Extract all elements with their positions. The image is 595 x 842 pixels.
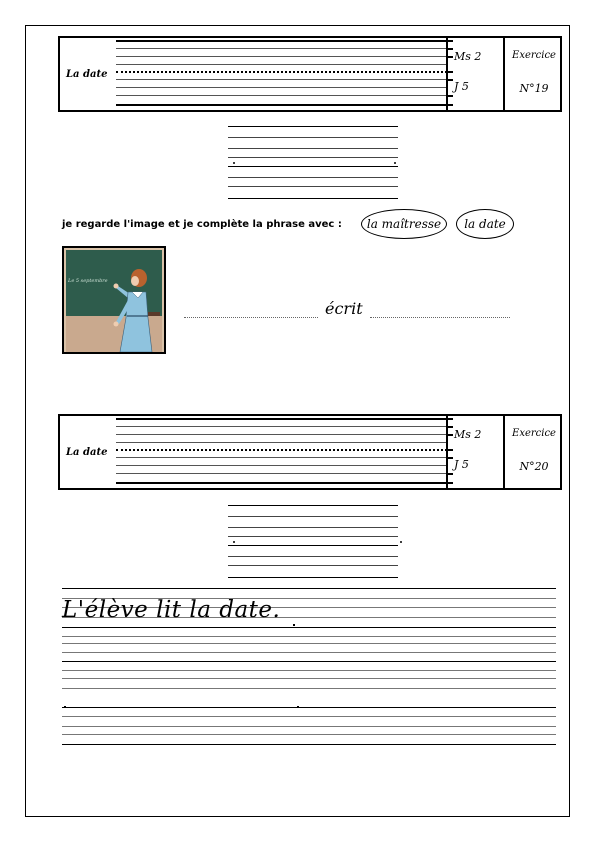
sentence-verb: écrit	[325, 299, 363, 318]
sentence-to-complete	[184, 299, 514, 323]
choice-label: la date	[464, 217, 506, 231]
ms-level: Ms 2	[454, 50, 482, 63]
day-number: J 5	[454, 458, 469, 471]
instruction-text: je regarde l'image et je complète la phrase avec :	[62, 219, 342, 230]
choice-label: la maîtresse	[366, 217, 442, 231]
choice-la-maitresse	[361, 209, 447, 239]
exercise-number: N°20	[519, 460, 549, 473]
date-writing-lines	[116, 38, 447, 110]
exercise-label: Exercice	[512, 428, 556, 439]
date-label: La date	[66, 446, 108, 458]
exercise-number: N°19	[519, 82, 549, 95]
copy-lines-2	[228, 503, 398, 581]
blackboard-text: Le 5 septembre	[68, 278, 108, 284]
exercise-label: Exercice	[512, 50, 556, 61]
date-header-2	[58, 414, 562, 490]
date-header-1	[58, 36, 562, 112]
model-sentence: L'élève lit la date.	[62, 597, 281, 623]
teacher-figure	[64, 248, 166, 354]
answer-blank-end[interactable]	[370, 317, 510, 318]
date-writing-lines	[116, 416, 447, 488]
teacher-at-blackboard-image	[62, 246, 166, 354]
answer-blank[interactable]	[184, 317, 318, 318]
day-number: J 5	[454, 80, 469, 93]
copy-lines-1	[228, 124, 398, 202]
date-label: La date	[66, 68, 108, 80]
ms-level: Ms 2	[454, 428, 482, 441]
choice-la-date	[456, 209, 514, 239]
